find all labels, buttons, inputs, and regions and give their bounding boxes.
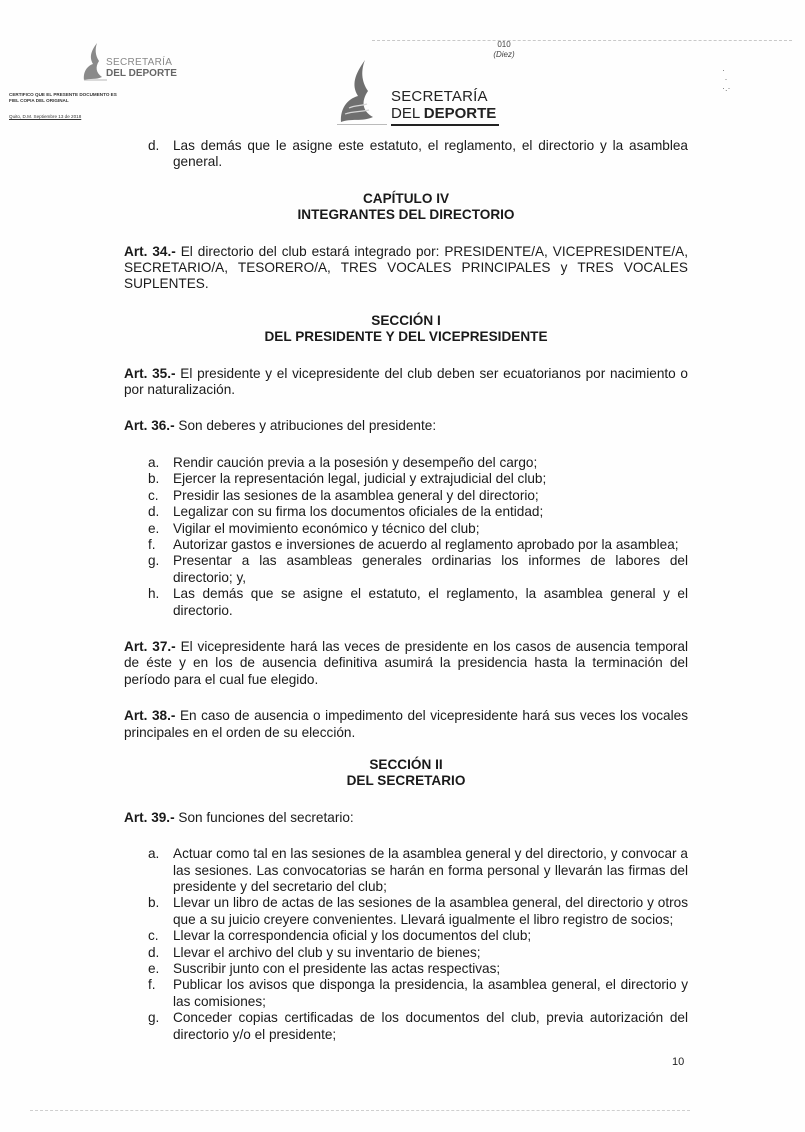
article-text: Son deberes y atribuciones del presidente: [174, 418, 437, 434]
list-item-text: Las demás que le asigne este estatuto, el reglamento, el directorio y la asamblea general. [173, 138, 688, 170]
list-item-text: Llevar un libro de actas de las sesiones de la asamblea general, del directorio y otros que a su juicio creyere convenientes. Llevará igualmente el libro registro de socios; [173, 895, 688, 927]
article-text: El vicepresidente hará las veces de presidente en los casos de ausencia temporal de éste y en los de ausencia definitiva asumirá la presidencia hasta la terminación del período para el cual fue elegido. [124, 638, 688, 687]
section-title: SECCIÓN II [369, 756, 443, 772]
list-item [124, 455, 688, 471]
header-scan-line [372, 40, 792, 41]
list-item [124, 488, 688, 504]
footer-scan-line [30, 1110, 690, 1111]
article-text: El presidente y el vicepresidente del club deben ser ecuatorianos por nacimiento o por naturalización. [124, 365, 688, 398]
list-item [124, 504, 688, 520]
article-text: Son funciones del secretario: [174, 809, 354, 825]
list-item-letter: h. [148, 586, 160, 602]
page-number: 10 [672, 1056, 685, 1068]
list-item-letter: g. [148, 553, 160, 569]
article-label: Art. 37.- [124, 638, 176, 654]
section-subtitle: DEL PRESIDENTE Y DEL VICEPRESIDENTE [264, 329, 548, 345]
list-item-letter: c. [148, 487, 159, 503]
list-item [124, 553, 688, 586]
list-item [124, 1010, 688, 1043]
article-34 [124, 244, 688, 293]
folio-words: (Diez) [493, 50, 515, 59]
article-label: Art. 34.- [124, 243, 176, 259]
stamp-certification-text: CERTIFICO QUE EL PRESENTE DOCUMENTO ES FIEL COPIA DEL ORIGINAL [9, 92, 117, 103]
list-item-letter: g. [148, 1010, 160, 1026]
list-item-text: Llevar el archivo del club y su inventario de bienes; [173, 944, 481, 960]
list-item [124, 961, 688, 977]
article-label: Art. 39.- [124, 809, 175, 825]
flame-logo-icon [335, 58, 387, 128]
list-item [124, 846, 688, 895]
list-item [124, 895, 688, 928]
list-item-letter: d. [148, 944, 160, 960]
article-35 [124, 366, 688, 399]
list-item-letter: d. [148, 138, 160, 153]
article-label: Art. 36.- [124, 418, 175, 434]
list-item-letter: c. [148, 928, 159, 944]
stamp-date: Quito, D.M. Septiembre 13 de 2018 [9, 114, 82, 119]
main-logo [335, 58, 510, 130]
document-body [124, 138, 688, 1043]
article-label: Art. 35.- [124, 365, 176, 381]
chapter-subtitle: INTEGRANTES DEL DIRECTORIO [297, 207, 515, 223]
list-item-text: Vigilar el movimiento económico y técnico del club; [173, 520, 480, 536]
list-item [124, 977, 688, 1010]
list-item-letter: d. [148, 504, 160, 520]
list-item [124, 928, 688, 944]
list-item [124, 138, 688, 171]
list-item-letter: b. [148, 895, 160, 911]
stamp-org-line1: SECRETARÍA [106, 57, 173, 68]
article-37 [124, 639, 688, 688]
secretary-duties-list [124, 846, 688, 1043]
article-text: El directorio del club estará integrado por: PRESIDENTE/A, VICEPRESIDENTE/A, SECRETARIO/A, TESORERO/A, TRES VOCALES PRINCIPALES y TRES VOCALES SUPLENTES. [124, 243, 688, 292]
list-item-text: Publicar los avisos que disponga la presidencia, la asamblea general, el directorio y las comisiones; [173, 977, 688, 1009]
list-item-text: Ejercer la representación legal, judicial y extrajudicial del club; [173, 471, 547, 487]
list-item-text: Presentar a las asambleas generales ordinarias los informes de labores del directorio; y, [173, 553, 688, 585]
article-38 [124, 708, 688, 741]
folio-mark [492, 40, 516, 60]
list-item [124, 586, 688, 619]
list-item [124, 471, 688, 487]
chapter-title: CAPÍTULO IV [362, 190, 450, 206]
folio-number: 010 [497, 40, 511, 49]
list-item-letter: f. [148, 977, 156, 993]
president-duties-list [124, 455, 688, 619]
list-item-text: Conceder copias certificadas de los documentos del club, previa autorización del directorio y/o el presidente; [173, 1010, 688, 1042]
list-item-letter: a. [148, 454, 160, 470]
list-item-text: Llevar la correspondencia oficial y los documentos del club; [173, 928, 532, 944]
list-item-text: Rendir caución previa a la posesión y desempeño del cargo; [173, 454, 538, 470]
logo-org-line2-bold: DEPORTE [423, 105, 497, 122]
stamp-org-line2: DEL DEPORTE [106, 68, 177, 79]
article-label: Art. 38.- [124, 708, 176, 724]
list-item [124, 521, 688, 537]
list-item-letter: e. [148, 961, 160, 977]
list-item [124, 945, 688, 961]
list-item-text: Autorizar gastos e inversiones de acuerdo al reglamento aprobado por la asamblea; [173, 536, 679, 552]
logo-org-line2-prefix: DEL [391, 105, 424, 122]
list-item [124, 537, 688, 553]
logo-rule [391, 124, 499, 126]
list-item-letter: f. [148, 536, 156, 552]
article-text: En caso de ausencia o impedimento del vicepresidente hará sus veces los vocales principales en el orden de su elección. [124, 708, 688, 740]
list-item-text: Las demás que se asigne el estatuto, el reglamento, la asamblea general y el directorio. [173, 586, 688, 618]
section-subtitle: DEL SECRETARIO [346, 773, 466, 789]
article-36 [124, 418, 688, 434]
list-item-text: Suscribir junto con el presidente las actas respectivas; [173, 961, 501, 977]
section-title: SECCIÓN I [371, 312, 441, 328]
list-item-text: Legalizar con su firma los documentos oficiales de la entidad; [173, 504, 544, 520]
scan-specks: · · ·.· [722, 65, 731, 93]
list-item-text: Actuar como tal en las sesiones de la asamblea general y del directorio, y convocar a las sesiones. Las convocatorias se harán en forma personal y llevarán las firmas del presidente y del secretario del club; [173, 846, 688, 894]
list-item-letter: a. [148, 846, 160, 862]
logo-rule-light [337, 124, 387, 125]
list-item-letter: b. [148, 471, 160, 487]
logo-org-line1: SECRETARÍA [391, 88, 488, 105]
list-item-letter: e. [148, 520, 160, 536]
logo-org-line2 [391, 105, 496, 122]
article-39 [124, 810, 688, 826]
list-item-text: Presidir las sesiones de la asamblea general y del directorio; [173, 487, 539, 503]
